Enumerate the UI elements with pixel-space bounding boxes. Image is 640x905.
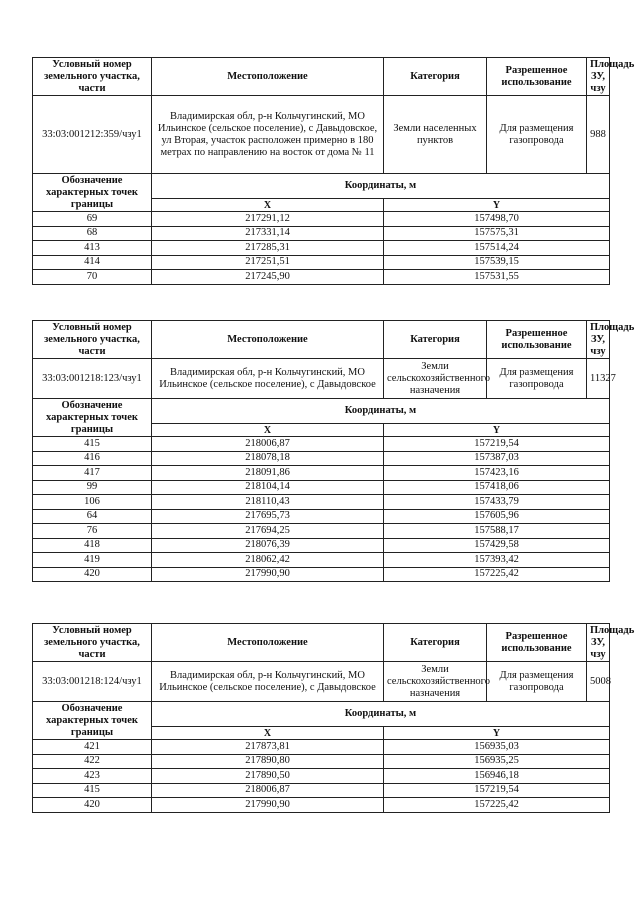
point-row: [33, 241, 610, 256]
parcel-location: Владимирская обл, р-н Кольчугинский, МО Ильинское (сельское поселение), с Давыдовское, ул Вторая, участок расположен примерно в 180 метрах по направлению на восток от дома № 11: [152, 96, 384, 174]
point-x: 217285,31: [152, 241, 384, 256]
point-row: [33, 798, 610, 813]
point-x: 218110,43: [152, 495, 384, 510]
point-x: 217695,73: [152, 509, 384, 524]
parcel-permitted-use: Для размещения газопровода: [487, 359, 587, 399]
point-row: [33, 226, 610, 241]
header-point-label: Обозначение характерных точек границы: [33, 399, 152, 437]
header-category: Категория: [384, 321, 487, 359]
parcel-category: Земли сельскохозяйственного назначения: [384, 662, 487, 702]
parcel-table: [32, 623, 635, 813]
point-id: 418: [33, 538, 152, 553]
point-id: 417: [33, 466, 152, 481]
point-x: 218006,87: [152, 437, 384, 452]
point-x: 218006,87: [152, 783, 384, 798]
point-id: 422: [33, 754, 152, 769]
header-permitted-use: Разрешенное использование: [487, 624, 587, 662]
point-y: 157423,16: [384, 466, 610, 481]
point-id: 99: [33, 480, 152, 495]
point-row: [33, 769, 610, 784]
point-id: 64: [33, 509, 152, 524]
point-y: 157514,24: [384, 241, 610, 256]
point-id: 106: [33, 495, 152, 510]
header-coordinates: Координаты, м: [152, 399, 610, 424]
point-y: 157575,31: [384, 226, 610, 241]
point-row: [33, 740, 610, 755]
header-x: X: [152, 199, 384, 212]
header-permitted-use: Разрешенное использование: [487, 321, 587, 359]
header-location: Местоположение: [152, 58, 384, 96]
parcel-table: [32, 320, 635, 582]
point-y: 157429,58: [384, 538, 610, 553]
point-y: 156935,25: [384, 754, 610, 769]
point-row: [33, 567, 610, 582]
point-x: 217890,80: [152, 754, 384, 769]
point-id: 416: [33, 451, 152, 466]
header-y: Y: [384, 199, 610, 212]
parcel-category: Земли населенных пунктов: [384, 96, 487, 174]
point-row: [33, 553, 610, 568]
header-area: Площадь ЗУ, чзу: [587, 624, 610, 662]
point-y: 157498,70: [384, 212, 610, 227]
point-x: 218104,14: [152, 480, 384, 495]
point-row: [33, 270, 610, 285]
header-point-label: Обозначение характерных точек границы: [33, 702, 152, 740]
header-x: X: [152, 424, 384, 437]
point-y: 157418,06: [384, 480, 610, 495]
point-y: 157588,17: [384, 524, 610, 539]
header-location: Местоположение: [152, 321, 384, 359]
point-row: [33, 524, 610, 539]
header-x: X: [152, 727, 384, 740]
point-y: 156935,03: [384, 740, 610, 755]
point-row: [33, 495, 610, 510]
parcel-category: Земли сельскохозяйственного назначения: [384, 359, 487, 399]
header-point-label: Обозначение характерных точек границы: [33, 174, 152, 212]
point-x: 217251,51: [152, 255, 384, 270]
point-id: 414: [33, 255, 152, 270]
point-y: 157387,03: [384, 451, 610, 466]
point-x: 218091,86: [152, 466, 384, 481]
point-row: [33, 437, 610, 452]
header-coordinates: Координаты, м: [152, 702, 610, 727]
point-id: 70: [33, 270, 152, 285]
header-y: Y: [384, 424, 610, 437]
parcel-permitted-use: Для размещения газопровода: [487, 662, 587, 702]
point-x: 217873,81: [152, 740, 384, 755]
point-id: 421: [33, 740, 152, 755]
point-y: 157539,15: [384, 255, 610, 270]
header-category: Категория: [384, 58, 487, 96]
header-area: Площадь ЗУ, чзу: [587, 58, 610, 96]
point-id: 415: [33, 437, 152, 452]
header-parcel-number: Условный номер земельного участка, части: [33, 58, 152, 96]
point-y: 157225,42: [384, 567, 610, 582]
parcel-area: 988: [587, 96, 610, 174]
parcel-area: 11327: [587, 359, 610, 399]
point-x: 218078,18: [152, 451, 384, 466]
point-y: 157605,96: [384, 509, 610, 524]
point-x: 217890,50: [152, 769, 384, 784]
point-row: [33, 255, 610, 270]
point-row: [33, 783, 610, 798]
point-row: [33, 509, 610, 524]
point-id: 68: [33, 226, 152, 241]
point-x: 217694,25: [152, 524, 384, 539]
point-y: 157225,42: [384, 798, 610, 813]
point-id: 423: [33, 769, 152, 784]
point-id: 415: [33, 783, 152, 798]
point-row: [33, 480, 610, 495]
point-y: 157219,54: [384, 783, 610, 798]
point-row: [33, 212, 610, 227]
point-x: 217291,12: [152, 212, 384, 227]
point-id: 420: [33, 798, 152, 813]
point-y: 157393,42: [384, 553, 610, 568]
header-permitted-use: Разрешенное использование: [487, 58, 587, 96]
point-y: 157433,79: [384, 495, 610, 510]
parcel-permitted-use: Для размещения газопровода: [487, 96, 587, 174]
header-category: Категория: [384, 624, 487, 662]
point-row: [33, 466, 610, 481]
point-y: 157219,54: [384, 437, 610, 452]
point-id: 420: [33, 567, 152, 582]
header-area: Площадь ЗУ, чзу: [587, 321, 610, 359]
parcel-number: 33:03:001212:359/чзу1: [33, 96, 152, 174]
point-id: 69: [33, 212, 152, 227]
header-parcel-number: Условный номер земельного участка, части: [33, 624, 152, 662]
parcel-table: [32, 57, 635, 285]
point-row: [33, 754, 610, 769]
point-y: 157531,55: [384, 270, 610, 285]
parcel-location: Владимирская обл, р-н Кольчугинский, МО Ильинское (сельское поселение), с Давыдовское: [152, 662, 384, 702]
header-y: Y: [384, 727, 610, 740]
parcel-location: Владимирская обл, р-н Кольчугинский, МО Ильинское (сельское поселение), с Давыдовское: [152, 359, 384, 399]
point-y: 156946,18: [384, 769, 610, 784]
point-row: [33, 538, 610, 553]
point-x: 217990,90: [152, 567, 384, 582]
parcel-number: 33:03:001218:123/чзу1: [33, 359, 152, 399]
point-x: 217331,14: [152, 226, 384, 241]
parcel-area: 5008: [587, 662, 610, 702]
point-x: 217245,90: [152, 270, 384, 285]
point-row: [33, 451, 610, 466]
point-x: 218076,39: [152, 538, 384, 553]
point-x: 217990,90: [152, 798, 384, 813]
point-id: 413: [33, 241, 152, 256]
header-coordinates: Координаты, м: [152, 174, 610, 199]
point-id: 76: [33, 524, 152, 539]
header-parcel-number: Условный номер земельного участка, части: [33, 321, 152, 359]
header-location: Местоположение: [152, 624, 384, 662]
parcel-number: 33:03:001218:124/чзу1: [33, 662, 152, 702]
point-x: 218062,42: [152, 553, 384, 568]
point-id: 419: [33, 553, 152, 568]
